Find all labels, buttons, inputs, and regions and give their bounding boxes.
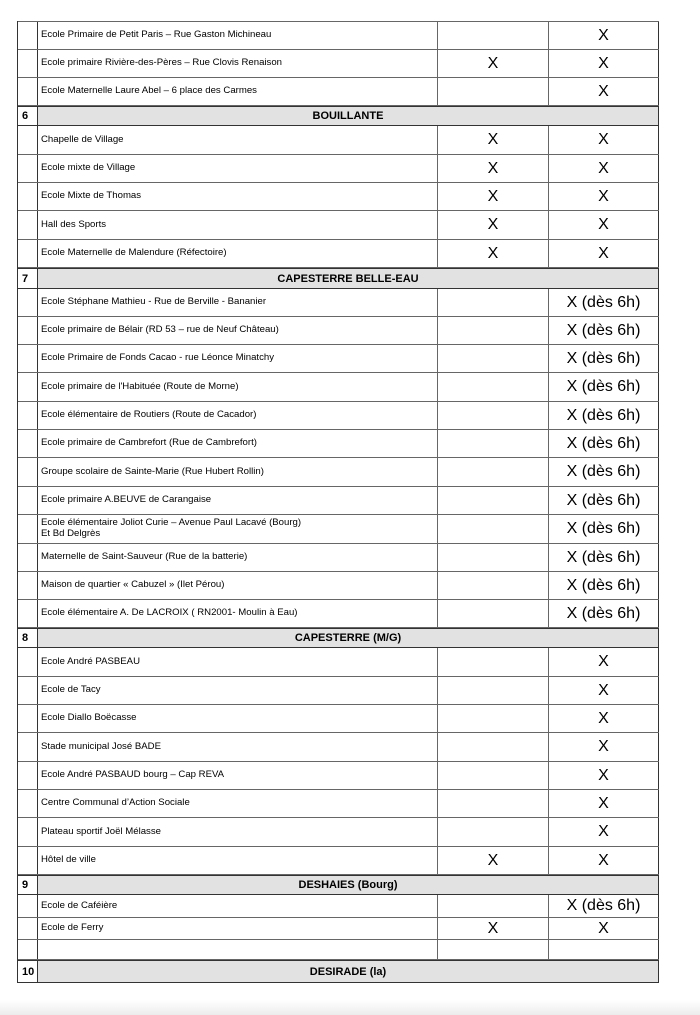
section-header-row [18,106,659,126]
section-number: 6 [18,107,38,125]
table-row [18,345,659,373]
mark-column-2: X [549,22,659,49]
row-number-cell [18,211,38,239]
table-row [18,126,659,155]
mark-column-2: X [549,648,659,676]
mark-column-2: X (dès 6h) [549,402,659,429]
mark-column-2: X (dès 6h) [549,458,659,486]
mark-column-1 [438,790,549,817]
location-name: Maternelle de Saint-Sauveur (Rue de la batterie) [41,551,248,563]
location-name-cell [38,183,438,210]
row-number-cell [18,50,38,77]
location-name: Chapelle de Village [41,133,124,145]
location-name-cell [38,918,438,939]
mark-column-2: X (dès 6h) [549,317,659,344]
row-number-cell [18,430,38,457]
location-name: Ecole de Ferry [41,922,104,934]
table-row [18,458,659,487]
mark-column-1: X [438,50,549,77]
location-name: Ecole mixte de Village [41,162,136,174]
location-name: Plateau sportif Joël Mélasse [41,825,161,837]
mark-column-1 [438,940,549,959]
table-row [18,155,659,183]
location-name: Ecole élémentaire Joliot Curie – Avenue Paul Lacavé (Bourg) [41,517,302,529]
section-header-row [18,628,659,648]
location-name-cell [38,733,438,761]
location-name-cell [38,515,438,543]
section-number: 10 [18,961,38,982]
location-name: Centre Communal d’Action Sociale [41,797,190,809]
mark-column-2: X (dès 6h) [549,544,659,571]
mark-column-2: X [549,790,659,817]
row-number-cell [18,572,38,599]
mark-column-1 [438,373,549,401]
location-name-cell [38,155,438,182]
mark-column-2: X (dès 6h) [549,572,659,599]
mark-column-2: X [549,78,659,105]
table-row [18,50,659,78]
location-name-cell [38,78,438,105]
table-row [18,705,659,733]
table-row [18,430,659,458]
location-name-cell [38,895,438,917]
row-number-cell [18,289,38,316]
mark-column-1 [438,317,549,344]
location-name-cell [38,705,438,732]
row-number-cell [18,790,38,817]
location-name: Ecole Primaire de Fonds Cacao - rue Léonce Minatchy [41,352,275,364]
location-name: Ecole Maternelle Laure Abel – 6 place des Carmes [41,85,257,97]
mark-column-1 [438,648,549,676]
mark-column-1 [438,572,549,599]
mark-column-1 [438,895,549,917]
table-row [18,940,659,960]
row-number-cell [18,733,38,761]
section-title: CAPESTERRE (M/G) [38,629,659,647]
table-row [18,373,659,402]
location-name-cell [38,240,438,267]
mark-column-2: X (dès 6h) [549,895,659,917]
location-name-cell [38,458,438,486]
mark-column-2: X [549,818,659,846]
mark-column-1: X [438,183,549,210]
mark-column-1: X [438,211,549,239]
mark-column-1 [438,762,549,789]
location-name-line2: Et Bd Delgrès [41,528,101,539]
mark-column-1 [438,544,549,571]
table-row [18,487,659,515]
location-name: Maison de quartier « Cabuzel » (Ilet Pérou) [41,579,225,591]
table-row [18,600,659,628]
location-name-cell [38,572,438,599]
location-name: Ecole élémentaire de Routiers (Route de Cacador) [41,409,257,421]
row-number-cell [18,677,38,704]
mark-column-1: X [438,126,549,154]
table-row [18,183,659,211]
location-name-cell [38,50,438,77]
row-number-cell [18,895,38,917]
mark-column-2: X (dès 6h) [549,487,659,514]
location-name: Ecole primaire Rivière-des-Pères – Rue Clovis Renaison [41,57,283,69]
mark-column-2: X [549,126,659,154]
location-name-cell [38,790,438,817]
location-name-cell [38,345,438,372]
mark-column-2: X (dès 6h) [549,373,659,401]
table-row [18,733,659,762]
section-header-row [18,875,659,895]
mark-column-1 [438,515,549,543]
location-name: Ecole primaire de l'Habituée (Route de Morne) [41,380,239,392]
location-name-cell [38,940,438,959]
location-name-cell [38,126,438,154]
mark-column-1 [438,705,549,732]
location-name-cell [38,373,438,401]
mark-column-1 [438,345,549,372]
mark-column-2: X [549,847,659,874]
row-number-cell [18,22,38,49]
mark-column-2: X [549,183,659,210]
location-name: Ecole Mixte de Thomas [41,190,142,202]
row-number-cell [18,515,38,543]
mark-column-2: X [549,677,659,704]
table-row [18,677,659,705]
mark-column-2: X (dès 6h) [549,515,659,543]
row-number-cell [18,373,38,401]
mark-column-1 [438,78,549,105]
mark-column-1: X [438,918,549,939]
table-row [18,544,659,572]
row-number-cell [18,317,38,344]
section-number: 9 [18,876,38,894]
location-name-cell [38,648,438,676]
section-header-row [18,268,659,289]
location-name: Hall des Sports [41,218,107,230]
location-name: Ecole de Caféière [41,899,118,911]
table-row [18,515,659,544]
row-number-cell [18,487,38,514]
location-name-cell [38,402,438,429]
table-row [18,317,659,345]
location-name: Groupe scolaire de Sainte-Marie (Rue Hubert Rollin) [41,465,264,477]
mark-column-1 [438,402,549,429]
mark-column-2: X [549,50,659,77]
mark-column-1 [438,430,549,457]
mark-column-1 [438,677,549,704]
location-name-cell [38,211,438,239]
location-name-cell [38,818,438,846]
location-name-cell [38,544,438,571]
location-name: Ecole Diallo Boëcasse [41,712,137,724]
mark-column-2: X (dès 6h) [549,345,659,372]
location-name: Ecole primaire de Cambrefort (Rue de Cambrefort) [41,437,257,449]
location-name: Ecole Maternelle de Malendure (Réfectoire) [41,247,227,259]
location-name: Ecole Primaire de Petit Paris – Rue Gaston Michineau [41,29,272,41]
row-number-cell [18,544,38,571]
location-name-cell [38,677,438,704]
mark-column-1 [438,22,549,49]
section-number: 7 [18,269,38,288]
location-name: Ecole André PASBEAU [41,655,141,667]
table-row [18,762,659,790]
row-number-cell [18,818,38,846]
table-row [18,21,659,50]
table-row [18,648,659,677]
mark-column-2: X [549,762,659,789]
row-number-cell [18,126,38,154]
location-name: Ecole Stéphane Mathieu - Rue de Berville - Bananier [41,296,267,308]
mark-column-1 [438,818,549,846]
location-name: Stade municipal José BADE [41,740,161,752]
mark-column-1: X [438,847,549,874]
location-name: Ecole André PASBAUD bourg – Cap REVA [41,769,225,781]
page-bottom-shadow [0,1000,700,1015]
location-name-cell [38,22,438,49]
table-row [18,402,659,430]
mark-column-1: X [438,155,549,182]
row-number-cell [18,458,38,486]
row-number-cell [18,240,38,267]
row-number-cell [18,402,38,429]
location-name-cell [38,487,438,514]
table-row [18,818,659,847]
mark-column-2 [549,940,659,959]
table-row [18,572,659,600]
mark-column-2: X (dès 6h) [549,289,659,316]
mark-column-2: X [549,918,659,939]
polling-stations-table [17,21,659,983]
table-row [18,895,659,918]
section-number: 8 [18,629,38,647]
mark-column-1 [438,487,549,514]
mark-column-2: X [549,211,659,239]
table-row [18,78,659,106]
mark-column-2: X [549,733,659,761]
table-row [18,289,659,317]
location-name-cell [38,847,438,874]
section-title: CAPESTERRE BELLE-EAU [38,269,659,288]
location-name-cell [38,762,438,789]
table-row [18,847,659,875]
mark-column-2: X [549,240,659,267]
location-name-cell [38,317,438,344]
row-number-cell [18,762,38,789]
mark-column-1 [438,458,549,486]
table-row [18,240,659,268]
row-number-cell [18,155,38,182]
mark-column-2: X (dès 6h) [549,430,659,457]
mark-column-1 [438,600,549,627]
row-number-cell [18,648,38,676]
mark-column-1: X [438,240,549,267]
row-number-cell [18,183,38,210]
mark-column-1 [438,289,549,316]
row-number-cell [18,705,38,732]
location-name-cell [38,289,438,316]
mark-column-2: X [549,705,659,732]
location-name-cell [38,600,438,627]
location-name: Ecole primaire de Bélair (RD 53 – rue de Neuf Château) [41,324,279,336]
section-title: BOUILLANTE [38,107,659,125]
row-number-cell [18,345,38,372]
mark-column-1 [438,733,549,761]
row-number-cell [18,940,38,959]
location-name-cell [38,430,438,457]
row-number-cell [18,918,38,939]
section-header-row [18,960,659,983]
row-number-cell [18,78,38,105]
table-row [18,918,659,940]
location-name: Ecole élémentaire A. De LACROIX ( RN2001- Moulin à Eau) [41,607,298,619]
table-row [18,211,659,240]
location-name: Ecole de Tacy [41,684,101,696]
mark-column-2: X [549,155,659,182]
section-title: DESHAIES (Bourg) [38,876,659,894]
location-name: Hôtel de ville [41,854,96,866]
location-name: Ecole primaire A.BEUVE de Carangaise [41,494,212,506]
table-row [18,790,659,818]
row-number-cell [18,600,38,627]
section-title: DESIRADE (la) [38,961,659,982]
mark-column-2: X (dès 6h) [549,600,659,627]
row-number-cell [18,847,38,874]
